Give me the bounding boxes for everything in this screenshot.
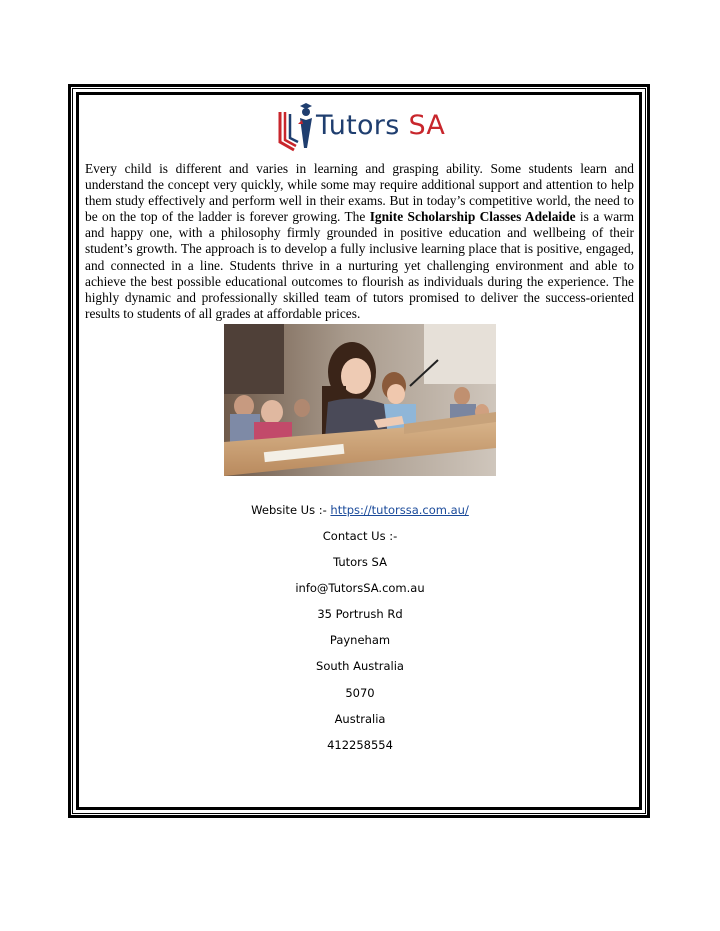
state: South Australia	[316, 659, 404, 673]
tutors-sa-logo	[276, 98, 456, 156]
article-paragraph	[85, 161, 634, 322]
article-highlight: Ignite Scholarship Classes Adelaide	[369, 209, 576, 225]
website-label: Website Us :-	[251, 503, 331, 517]
email-address: info@TutorsSA.com.au	[295, 581, 425, 595]
company-name: Tutors SA	[333, 555, 387, 569]
postcode: 5070	[345, 686, 375, 700]
website-link[interactable]: https://tutorssa.com.au/	[330, 503, 469, 517]
logo-brand-main: Tutors	[316, 110, 409, 141]
street-address: 35 Portrush Rd	[317, 607, 403, 621]
suburb: Payneham	[329, 633, 391, 647]
website-line	[160, 503, 560, 517]
phone-number: 412258554	[327, 738, 393, 752]
article-text-end: is a warm and happy one, with a philosophy firmly grounded in positive education and wellbeing of their student’s growth. The approach is to develop a fully inclusive learning place that is positive, engaged, and connected in a line. Students thrive in a nurturing yet challenging environment and able to achieve the best possible educational outcomes to flourish as individuals during the experience. The highly dynamic and professionally skilled team of tutors promised to deliver the success-oriented results to students of all grades at affordable prices.	[85, 209, 635, 321]
students-in-classroom-image	[224, 324, 496, 476]
contact-heading: Contact Us :-	[322, 529, 398, 543]
logo-brand-accent: SA	[408, 110, 446, 141]
logo-emblem-icon	[276, 98, 318, 156]
logo-wordmark	[316, 110, 445, 141]
country: Australia	[334, 712, 386, 726]
classroom-photo	[224, 324, 496, 476]
article-text-start: Every child is different and varies in learning and grasping ability. Some students learn and understand the concept very quickly, while some may require additional support and attention to help them study effectively and perform well in their exams. But in today’s competitive world, the need to be on the top of the ladder is forever growing. The	[85, 161, 634, 225]
